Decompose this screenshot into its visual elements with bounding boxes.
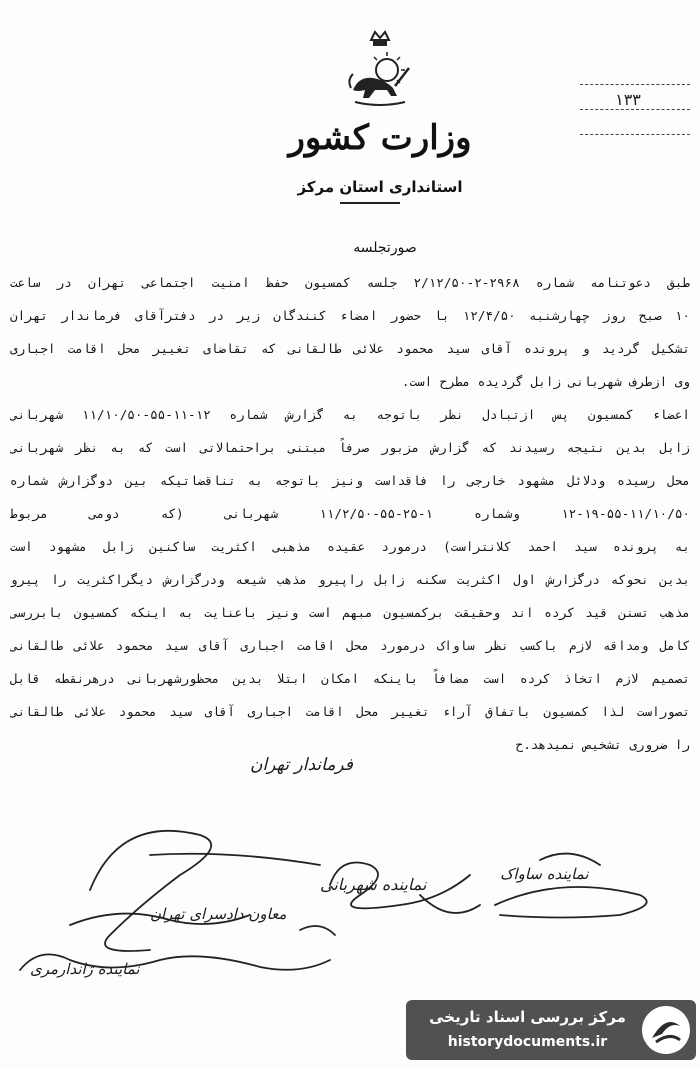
signature-prosecutor-label: معاون دادسرای تهران [150, 905, 287, 923]
body-line: به پرونده سید احمد کلانتراست) درمورد عقیده مذهبی اکثریت ساکنین زابل مشهود است [10, 539, 690, 554]
body-line: طبق دعوتنامه شماره ۲۹۶۸-۲-۲/۱۲/۵۰ جلسه کمسیون حفظ امنیت اجتماعی تهران در ساعت [10, 275, 690, 290]
reference-line [580, 110, 690, 135]
body-line: مذهب تسنن قید کرده اند وحقیقت برکمسیون مبهم است ونیز باعنایت به اینکه کمسیون بابررسی [10, 605, 690, 620]
minutes-body [10, 266, 690, 761]
body-line: وی ازطرف شهربانی زابل گردیده مطرح است. [401, 374, 690, 389]
subtitle-underline [340, 202, 400, 204]
signature-block [0, 755, 700, 985]
body-line: محل رسیده ودلائل مشهود خارجی را فاقداست ونیز باتوجه به تناقضاتیکه بین دوگزارش شماره [10, 473, 690, 488]
body-line: تصوراست لذا کمسیون باتفاق آراء تغییر محل اقامت اجباری آقای سید محمود علائی طالقانی [10, 704, 690, 719]
footer-website-url: historydocuments.ir [447, 1034, 608, 1050]
body-line: تشکیل گردید و پرونده آقای سید محمود علائی طالقانی که تقاضای تغییر محل اقامت اجباری [10, 341, 690, 356]
document-heading: صورتجلسه [353, 240, 417, 256]
body-line: کامل ومداقه لازم باکسب نظر ساواک درمورد محل اقامت اجباری آقای سید محمود علائی طالقانی [10, 638, 690, 653]
footer-brand-name: مرکز بررسی اسناد تاریخی [429, 1008, 626, 1026]
signature-savak-label: نماینده ساواک [500, 865, 589, 883]
lion-and-sun-emblem [345, 30, 415, 110]
body-line: زابل بدین نتیجه رسیدند که گزارش مزبور صرفاً مبتنی براحتمالاتی است که به نظر شهربانی [10, 440, 690, 455]
body-line: ۱۰ صبح روز چهارشنبه ۱۲/۴/۵۰ با حضور امضاء کنندگان زیر در دفترآقای فرماندار تهران [10, 308, 690, 323]
ministry-title: وزارت کشور [288, 118, 472, 158]
signature-gendarmerie-label: نماینده ژاندارمری [30, 960, 140, 978]
body-line: بدین نحوکه درگزارش اول اکثریت سکنه زابل راپیرو مذهب شیعه ودرگزارش دیگراکثریت را پیرو [10, 572, 690, 587]
signature-police-label: نماینده شهربانی [320, 875, 427, 894]
handwritten-signatures [0, 755, 700, 985]
body-line: را ضروری تشخیص نمیدهد.ح [515, 737, 690, 752]
signature-governor-label: فرماندار تهران [250, 755, 353, 775]
document-number: ۱۳۳ [615, 90, 641, 109]
archive-logo-icon [640, 1004, 692, 1056]
body-line: تصمیم لازم اتخاذ کرده است مضافاً باینکه امکان ابتلا بدین محظورشهربانی درهرنقطه قابل [10, 671, 690, 686]
body-line: اعضاء کمسیون پس ازتبادل نظر باتوجه به گزارش شماره ۱۲-۱۱-۵۵-۱۱/۱۰/۵۰ شهربانی [10, 407, 690, 422]
governorate-subtitle: استانداری استان مرکز [297, 178, 463, 196]
body-line: ۱۲-۱۹-۵۵-۱۱/۱۰/۵۰ وشماره ۱-۲۵-۵۵-۱۱/۲/۵۰ شهربانی (که دومی مربوط [10, 506, 690, 521]
reference-line [580, 60, 690, 85]
